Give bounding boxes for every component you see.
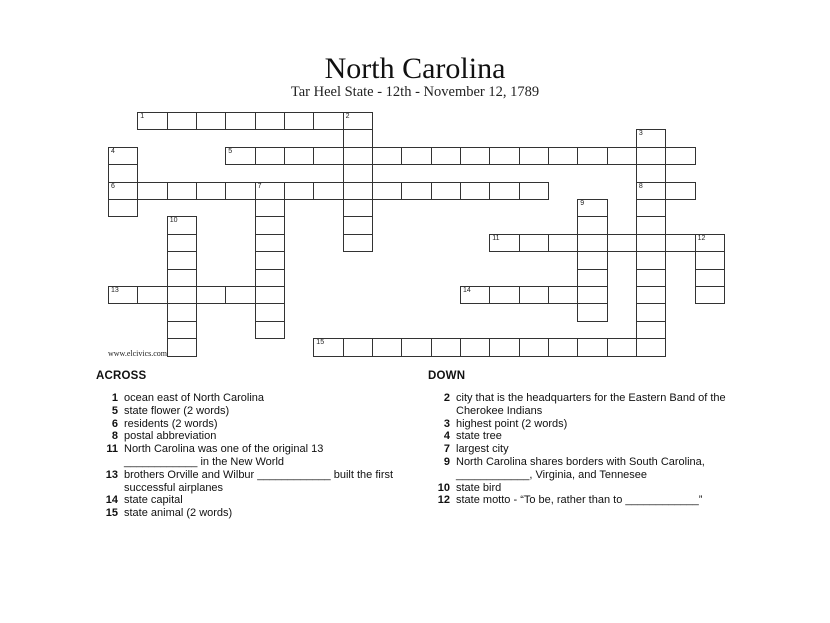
grid-cell[interactable]	[255, 216, 285, 234]
clue-number: 8	[111, 430, 118, 443]
clue-number: 6	[111, 417, 118, 430]
clue-text: city that is the headquarters for the Eastern Band of the Cherokee Indians	[456, 392, 726, 417]
grid-cell[interactable]	[225, 182, 255, 200]
grid-cell[interactable]	[108, 286, 138, 304]
grid-cell[interactable]	[636, 199, 666, 217]
grid-cell[interactable]	[372, 147, 402, 165]
grid-cell[interactable]	[343, 234, 373, 252]
clue-text: state flower (2 words)	[124, 404, 230, 417]
grid-cell[interactable]	[167, 112, 197, 130]
clue-number: 5	[111, 404, 118, 417]
grid-cell[interactable]	[460, 286, 490, 304]
grid-cell[interactable]	[577, 338, 607, 356]
cell-number: 14	[463, 287, 471, 294]
grid-cell[interactable]	[695, 251, 725, 269]
grid-cell[interactable]	[577, 303, 607, 321]
clue-text: postal abbreviation	[124, 430, 217, 443]
grid-cell[interactable]	[313, 112, 343, 130]
grid-cell[interactable]	[313, 338, 343, 356]
grid-cell[interactable]	[489, 338, 519, 356]
grid-cell[interactable]	[196, 286, 226, 304]
clue-text: brothers Orville and Wilbur ____________ built the first successful airplanes	[124, 468, 394, 494]
cell-number: 4	[111, 147, 115, 155]
down-clue	[428, 482, 728, 495]
grid-cell[interactable]	[343, 112, 373, 130]
grid-cell[interactable]	[167, 234, 197, 252]
down-clue-list	[428, 392, 728, 507]
grid-cell[interactable]	[255, 147, 285, 165]
cell-number: 5	[228, 147, 233, 155]
grid-cell[interactable]	[255, 321, 285, 339]
grid-cell[interactable]	[255, 234, 285, 252]
grid-cell[interactable]	[636, 321, 666, 339]
clue-text: highest point (2 words)	[456, 417, 568, 430]
grid-cell[interactable]	[548, 234, 578, 252]
grid-cell[interactable]	[225, 147, 255, 165]
across-clue-list	[96, 392, 396, 520]
clue-number: 9	[443, 455, 450, 468]
across-clue	[96, 494, 396, 507]
down-clue	[428, 443, 728, 456]
clue-number: 11	[106, 443, 118, 456]
grid-cell[interactable]	[577, 216, 607, 234]
clue-number: 2	[443, 392, 450, 404]
grid-cell[interactable]	[577, 199, 607, 217]
cell-number: 11	[492, 234, 500, 242]
grid-cell[interactable]	[577, 251, 607, 269]
puzzle-subtitle: Tar Heel State - 12th - November 12, 1789	[290, 84, 540, 100]
clue-number: 13	[105, 468, 118, 481]
grid-cell[interactable]	[636, 251, 666, 269]
grid-cell[interactable]	[636, 164, 666, 182]
grid-cell[interactable]	[343, 164, 373, 182]
clue-text: state tree	[456, 430, 502, 443]
grid-cell[interactable]	[460, 147, 490, 165]
grid-cell[interactable]	[636, 269, 666, 287]
grid-cell[interactable]	[607, 147, 637, 165]
grid-cell[interactable]	[167, 286, 197, 304]
cell-number: 13	[111, 287, 119, 294]
grid-cell[interactable]	[548, 147, 578, 165]
grid-cell[interactable]	[519, 286, 549, 304]
across-clues	[96, 370, 396, 520]
grid-cell[interactable]	[519, 182, 549, 200]
cell-number: 15	[316, 339, 325, 347]
grid-cell[interactable]	[548, 286, 578, 304]
clue-text: state animal (2 words)	[124, 507, 233, 520]
grid-cell[interactable]	[343, 199, 373, 217]
grid-cell[interactable]	[313, 182, 343, 200]
grid-cell[interactable]	[196, 112, 226, 130]
grid-cell[interactable]	[636, 182, 666, 200]
cell-number: 1	[140, 113, 145, 120]
grid-cell[interactable]	[489, 182, 519, 200]
clue-number: 10	[437, 481, 450, 494]
across-clue	[96, 392, 396, 405]
grid-cell[interactable]	[401, 182, 431, 200]
across-clue	[96, 507, 396, 520]
grid-cell[interactable]	[108, 182, 138, 200]
grid-cell[interactable]	[577, 147, 607, 165]
grid-cell[interactable]	[167, 216, 197, 234]
grid-cell[interactable]	[167, 182, 197, 200]
grid-cell[interactable]	[636, 303, 666, 321]
grid-cell[interactable]	[489, 286, 519, 304]
grid-cell[interactable]	[636, 338, 666, 356]
grid-cell[interactable]	[431, 338, 461, 356]
grid-cell[interactable]	[255, 182, 285, 200]
down-clues	[428, 370, 728, 507]
grid-cell[interactable]	[225, 112, 255, 130]
grid-cell[interactable]	[519, 147, 549, 165]
grid-cell[interactable]	[137, 286, 167, 304]
grid-cell[interactable]	[636, 129, 666, 147]
across-clue	[96, 469, 396, 495]
grid-cell[interactable]	[284, 147, 314, 165]
across-clue	[96, 430, 396, 443]
cell-number: 3	[638, 130, 643, 138]
across-clue	[96, 443, 396, 469]
grid-cell[interactable]	[372, 182, 402, 200]
grid-cell[interactable]	[401, 147, 431, 165]
grid-cell[interactable]	[137, 112, 167, 130]
cell-number: 10	[169, 217, 178, 225]
grid-cell[interactable]	[255, 286, 285, 304]
clue-text: North Carolina was one of the original 13 ____________ in the New World	[124, 443, 324, 468]
grid-cell[interactable]	[313, 147, 343, 165]
grid-cell[interactable]	[519, 338, 549, 356]
cell-number: 12	[697, 234, 706, 242]
clue-number: 1	[111, 392, 118, 404]
clue-text: residents (2 words)	[124, 417, 218, 430]
grid-cell[interactable]	[636, 286, 666, 304]
grid-cell[interactable]	[401, 338, 431, 356]
grid-cell[interactable]	[431, 182, 461, 200]
clue-text: ocean east of North Carolina	[124, 392, 265, 404]
grid-cell[interactable]	[489, 234, 519, 252]
clue-number: 12	[437, 494, 450, 507]
clue-text: North Carolina shares borders with South Carolina, ____________, Virginia, and Tennesee	[456, 455, 705, 481]
grid-cell[interactable]	[167, 251, 197, 269]
across-clue	[96, 418, 396, 431]
grid-cell[interactable]	[665, 147, 695, 165]
grid-cell[interactable]	[255, 251, 285, 269]
grid-cell[interactable]	[225, 286, 255, 304]
down-heading: DOWN	[428, 370, 466, 382]
grid-cell[interactable]	[489, 147, 519, 165]
down-clue	[428, 418, 728, 431]
grid-cell[interactable]	[636, 216, 666, 234]
grid-cell[interactable]	[137, 182, 167, 200]
clue-number: 7	[443, 443, 450, 456]
grid-cell[interactable]	[577, 234, 607, 252]
puzzle-title: North Carolina	[324, 52, 506, 85]
clue-text: largest city	[456, 443, 509, 456]
grid-cell[interactable]	[665, 182, 695, 200]
clue-text: state motto - “To be, rather than to ____________”	[456, 494, 703, 507]
clue-number: 3	[443, 417, 450, 430]
grid-cell[interactable]	[577, 269, 607, 287]
grid-cell[interactable]	[695, 234, 725, 252]
grid-cell[interactable]	[636, 147, 666, 165]
down-clue	[428, 456, 728, 482]
grid-cell[interactable]	[460, 338, 490, 356]
grid-cell[interactable]	[343, 182, 373, 200]
grid-cell[interactable]	[255, 112, 285, 130]
grid-cell[interactable]	[255, 303, 285, 321]
clue-text: state capital	[124, 494, 183, 507]
cell-number: 2	[345, 113, 350, 120]
grid-cell[interactable]	[196, 182, 226, 200]
grid-cell[interactable]	[695, 286, 725, 304]
credit-text: www.elcivics.com	[108, 349, 168, 358]
grid-cell[interactable]	[108, 147, 138, 165]
grid-cell[interactable]	[607, 338, 637, 356]
clue-text: state bird	[456, 481, 502, 494]
cell-number: 9	[580, 200, 585, 207]
grid-cell[interactable]	[519, 234, 549, 252]
clue-number: 4	[443, 430, 450, 443]
across-heading: ACROSS	[96, 370, 147, 382]
grid-cell[interactable]	[343, 147, 373, 165]
cell-number: 6	[111, 182, 115, 190]
grid-cell[interactable]	[255, 199, 285, 217]
grid-cell[interactable]	[167, 321, 197, 339]
grid-cell[interactable]	[167, 338, 197, 356]
grid-cell[interactable]	[343, 129, 373, 147]
grid-cell[interactable]	[460, 182, 490, 200]
cell-number: 8	[638, 182, 643, 190]
grid-cell[interactable]	[548, 338, 578, 356]
down-clue	[428, 392, 728, 418]
grid-cell[interactable]	[372, 338, 402, 356]
across-clue	[96, 405, 396, 418]
grid-cell[interactable]	[431, 147, 461, 165]
grid-cell[interactable]	[167, 269, 197, 287]
grid-cell[interactable]	[108, 164, 138, 182]
grid-cell[interactable]	[636, 234, 666, 252]
grid-cell[interactable]	[343, 216, 373, 234]
clue-number: 15	[105, 507, 118, 520]
grid-cell[interactable]	[577, 286, 607, 304]
grid-cell[interactable]	[284, 182, 314, 200]
grid-cell[interactable]	[665, 234, 695, 252]
cell-number: 7	[257, 182, 262, 190]
grid-cell[interactable]	[255, 269, 285, 287]
down-clue	[428, 430, 728, 443]
down-clue	[428, 494, 728, 507]
grid-cell[interactable]	[343, 338, 373, 356]
grid-cell[interactable]	[108, 199, 138, 217]
grid-cell[interactable]	[607, 234, 637, 252]
grid-cell[interactable]	[167, 303, 197, 321]
grid-cell[interactable]	[284, 112, 314, 130]
grid-cell[interactable]	[695, 269, 725, 287]
clue-number: 14	[105, 494, 118, 507]
